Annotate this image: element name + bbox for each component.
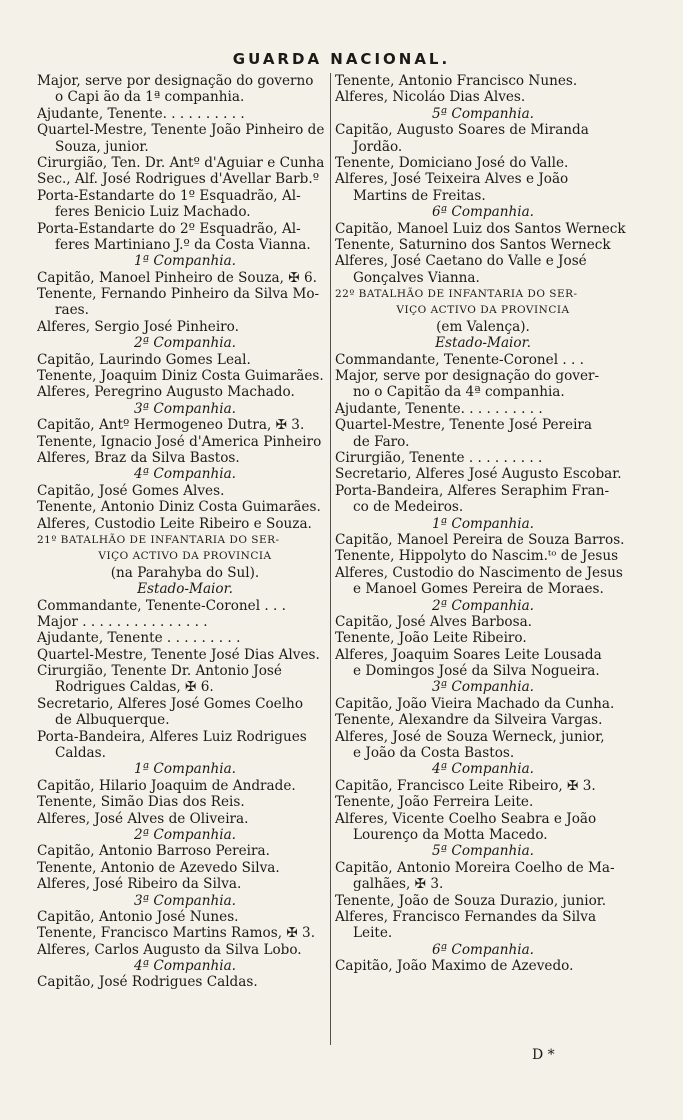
text-line: Tenente, Francisco Martins Ramos, ✠ 3. (37, 925, 316, 942)
text-line: Porta-Bandeira, Alferes Seraphim Fran- (335, 482, 610, 499)
text-line: e João da Costa Bastos. (353, 745, 515, 762)
text-line: Cirurgião, Tenente . . . . . . . . . (335, 449, 543, 466)
text-line: Tenente, Simão Dias dos Reis. (37, 794, 245, 811)
text-line: Tenente, Alexandre da Silveira Vargas. (335, 712, 603, 729)
text-line: Major, serve por designação do gover- (335, 368, 600, 385)
text-line: no o Capitão da 4ª companhia. (353, 384, 565, 401)
text-line: Tenente, Domiciano José do Valle. (335, 154, 569, 171)
text-line: Alferes, José Teixeira Alves e João (335, 171, 569, 188)
text-line: Caldas. (55, 745, 106, 762)
section-heading: 4ª Companhia. (134, 958, 236, 975)
text-line: Ajudante, Tenente . . . . . . . . . (37, 630, 241, 647)
text-line: Alferes, Vicente Coelho Seabra e João (335, 810, 597, 827)
text-line: Major, serve por designação do governo (37, 73, 314, 89)
text-line: Quartel-Mestre, Tenente João Pinheiro de (37, 122, 325, 139)
section-heading: 1ª Companhia. (134, 761, 236, 778)
text-line: Porta-Bandeira, Alferes Luiz Rodrigues (37, 728, 307, 745)
section-heading: 5ª Companhia. (432, 105, 534, 122)
text-line: Capitão, Antonio José Nunes. (37, 908, 239, 925)
left-column (37, 73, 333, 991)
section-heading: 4ª Companhia. (134, 466, 236, 483)
text-line: Tenente, Joaquim Diniz Costa Guimarães. (37, 368, 324, 385)
text-line: Capitão, Laurindo Gomes Leal. (37, 351, 251, 368)
text-line: Tenente, Saturnino dos Santos Werneck (335, 236, 611, 253)
text-line: Alferes, Carlos Augusto da Silva Lobo. (37, 941, 302, 958)
text-line: Capitão, Antonio Moreira Coelho de Ma- (335, 859, 615, 876)
text-line: Alferes, Sergio José Pinheiro. (37, 318, 239, 335)
text-line: (em Valença). (436, 318, 530, 335)
text-line: Alferes, Nicoláo Dias Alves. (335, 89, 526, 106)
section-heading: 1ª Companhia. (134, 253, 236, 270)
text-line: feres Martiniano J.º da Costa Vianna. (55, 236, 311, 253)
section-heading: 4ª Companhia. (432, 761, 534, 778)
text-line: de Faro. (353, 433, 410, 450)
text-line: Porta-Estandarte do 1º Esquadrão, Al- (37, 187, 301, 204)
text-line: Tenente, Antonio Francisco Nunes. (335, 73, 578, 89)
text-line: Tenente, Antonio de Azevedo Silva. (37, 859, 280, 876)
text-line: e Manoel Gomes Pereira de Moraes. (353, 581, 604, 598)
text-line: raes. (55, 302, 89, 319)
text-line: Tenente, João Leite Ribeiro. (335, 630, 527, 647)
section-heading: 2ª Companhia. (134, 335, 236, 352)
text-line: Capitão, Manoel Pinheiro de Souza, ✠ 6. (37, 269, 317, 286)
text-line: Capitão, José Gomes Alves. (37, 482, 225, 499)
section-heading: 6ª Companhia. (432, 941, 534, 958)
section-heading: 3ª Companhia. (134, 892, 236, 909)
text-line: Alferes, Joaquim Soares Leite Lousada (335, 646, 602, 663)
text-line: Jordão. (353, 138, 403, 155)
page-title: GUARDA NACIONAL. (232, 50, 451, 68)
column-divider (330, 73, 331, 1045)
text-line: co de Medeiros. (353, 499, 464, 516)
right-column (335, 73, 631, 974)
section-heading: 1ª Companhia. (432, 515, 534, 532)
text-line: Quartel-Mestre, Tenente José Pereira (335, 417, 593, 434)
text-line: Martins de Freitas. (353, 187, 486, 204)
text-line: Capitão, Augusto Soares de Miranda (335, 122, 589, 139)
section-heading: 3ª Companhia. (134, 400, 236, 417)
text-line: Capitão, Antº Hermogeneo Dutra, ✠ 3. (37, 417, 305, 434)
text-line: Rodrigues Caldas, ✠ 6. (55, 679, 214, 696)
text-line: Tenente, Fernando Pinheiro da Silva Mo- (37, 286, 320, 303)
text-line: e Domingos José da Silva Nogueira. (353, 663, 600, 680)
text-line: Capitão, Antonio Barroso Pereira. (37, 843, 270, 860)
text-line: Porta-Estandarte do 2º Esquadrão, Al- (37, 220, 301, 237)
text-line: Quartel-Mestre, Tenente José Dias Alves. (37, 646, 320, 663)
text-line: Ajudante, Tenente. . . . . . . . . . (37, 105, 245, 122)
text-line: Cirurgião, Tenente Dr. Antonio José (37, 663, 282, 680)
text-line: o Capi ão da 1ª companhia. (55, 89, 245, 106)
text-line: Tenente, Antonio Diniz Costa Guimarães. (37, 499, 321, 516)
signature-mark: D * (532, 1047, 555, 1063)
section-heading: 2ª Companhia. (134, 826, 236, 843)
text-line: Capitão, José Alves Barbosa. (335, 613, 532, 630)
text-line: de Albuquerque. (55, 712, 170, 729)
text-line: VIÇO ACTIVO DA PROVINCIA (396, 304, 570, 317)
text-line: Commandante, Tenente-Coronel . . . (335, 351, 584, 368)
text-line: Alferes, Custodio do Nascimento de Jesus (335, 564, 623, 581)
text-line: Tenente, João de Souza Durazio, junior. (335, 892, 607, 909)
text-line: Alferes, Peregrino Augusto Machado. (37, 384, 295, 401)
text-line: Capitão, João Maximo de Azevedo. (335, 958, 574, 975)
text-line: Major . . . . . . . . . . . . . . . (37, 613, 208, 630)
text-line: Leite. (353, 925, 393, 942)
text-line: Secretario, Alferes José Augusto Escobar. (335, 466, 622, 483)
section-heading: 6ª Companhia. (432, 204, 534, 221)
text-line: Capitão, José Rodrigues Caldas. (37, 974, 258, 991)
text-line: Alferes, José Ribeiro da Silva. (37, 876, 242, 893)
text-line: Alferes, Francisco Fernandes da Silva (335, 908, 597, 925)
text-line: 21º BATALHÃO DE INFANTARIA DO SER- (37, 533, 280, 546)
text-line: Capitão, João Vieira Machado da Cunha. (335, 695, 615, 712)
text-line: Alferes, José de Souza Werneck, junior, (335, 728, 605, 745)
text-line: 22º BATALHÃO DE INFANTARIA DO SER- (335, 288, 578, 301)
text-line: Capitão, Manoel Pereira de Souza Barros. (335, 531, 625, 548)
text-line: Secretario, Alferes José Gomes Coelho (37, 695, 304, 712)
text-line: Tenente, Hippolyto do Nascim.ᵗᵒ de Jesus (335, 548, 619, 565)
section-heading: 5ª Companhia. (432, 843, 534, 860)
text-line: Commandante, Tenente-Coronel . . . (37, 597, 286, 614)
text-line: Alferes, Braz da Silva Bastos. (37, 449, 240, 466)
text-line: Alferes, Custodio Leite Ribeiro e Souza. (37, 515, 312, 532)
text-line: Alferes, José Alves de Oliveira. (37, 810, 249, 827)
section-heading: Estado-Maior. (137, 581, 233, 598)
text-line: Cirurgião, Ten. Dr. Antº d'Aguiar e Cunha (37, 154, 325, 171)
text-line: Gonçalves Vianna. (353, 269, 480, 286)
section-heading: 2ª Companhia. (432, 597, 534, 614)
text-line: feres Benicio Luiz Machado. (55, 204, 251, 221)
text-line: Souza, junior. (55, 138, 149, 155)
text-line: galhães, ✠ 3. (353, 876, 444, 893)
section-heading: 3ª Companhia. (432, 679, 534, 696)
text-line: Capitão, Hilario Joaquim de Andrade. (37, 777, 296, 794)
text-line: Capitão, Manoel Luiz dos Santos Werneck (335, 220, 626, 237)
text-line: Sec., Alf. José Rodrigues d'Avellar Barb.º (37, 171, 320, 188)
text-line: (na Parahyba do Sul). (110, 564, 260, 581)
text-line: Capitão, Francisco Leite Ribeiro, ✠ 3. (335, 777, 596, 794)
text-line: VIÇO ACTIVO DA PROVINCIA (98, 550, 272, 563)
text-line: Tenente, João Ferreira Leite. (335, 794, 534, 811)
text-line: Alferes, José Caetano do Valle e José (335, 253, 587, 270)
text-line: Tenente, Ignacio José d'America Pinheiro (37, 433, 322, 450)
section-heading: Estado-Maior. (435, 335, 531, 352)
text-line: Ajudante, Tenente. . . . . . . . . . (335, 400, 543, 417)
text-line: Lourenço da Motta Macedo. (353, 826, 548, 843)
